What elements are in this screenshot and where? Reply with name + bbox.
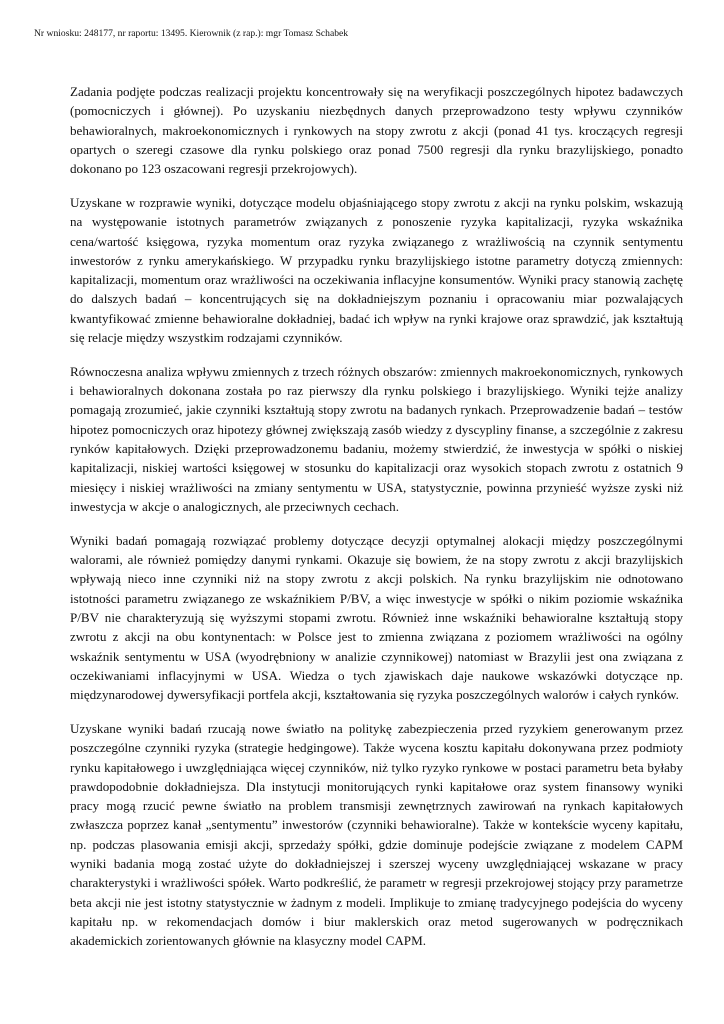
paragraph-1: Zadania podjęte podczas realizacji projektu koncentrowały się na weryfikacji poszczególnych hipotez badawczych (pomocniczych i głównej). Po uzyskaniu niezbędnych danych przeprowadzono testy wpływu czynników behawioralnych, makroekonomicznych i rynkowych na stopy zwrotu z akcji (ponad 41 tys. kroczących regresji opartych o szeregi czasowe dla rynku polskiego oraz ponad 7500 regresji dla rynku brazylijskiego, ponadto dokonano po 123 oszacowani regresji przekrojowych).	[70, 84, 683, 177]
paragraph-5: Uzyskane wyniki badań rzucają nowe światło na politykę zabezpieczenia przed ryzykiem generowanym przez poszczególne czynniki ryzyka (strategie hedgingowe). Także wycena kosztu kapitału dokonywana przez podmioty rynku kapitałowego i uwzględniająca więcej czynników, niż tylko ryzyko rynkowe w postaci parametru beta byłaby prawdopodobnie dokładniejsza. Dla instytucji monitorujących rynki kapitałowe oraz system finansowy wyniki pracy mogą rzucić pewne światło na problem transmisji zewnętrznych zawirowań na rynkach kapitałowych zwłaszcza poprzez kanał „sentymentu” inwestorów (czynniki behawioralne). Także w kontekście wyceny kapitału, np. podczas plasowania emisji akcji, sprzedaży spółki, gdzie dominuje podejście związane z modelem CAPM wyniki badania mogą zostać użyte do dokładniejszej i szerszej wyceny uwzględniającej wskazane w pracy charakterystyki i wrażliwości spółek. Warto podkreślić, że parametr w regresji przekrojowej stojący przy parametrze beta akcji nie jest istotny statystycznie w żadnym z modeli. Implikuje to zmianę tradycyjnego podejścia do wyceny kapitału np. w rekomendacjach domów i biur maklerskich oraz metod sugerowanych w podręcznikach akademickich zorientowanych głównie na klasyczny model CAPM.	[70, 720, 683, 949]
page-header: Nr wniosku: 248177, nr raportu: 13495. Kierownik (z rap.): mgr Tomasz Schabek	[34, 28, 349, 39]
document-body	[70, 82, 683, 965]
paragraph-3: Równoczesna analiza wpływu zmiennych z trzech różnych obszarów: zmiennych makroekonomicznych, rynkowych i behawioralnych dokonana została po raz pierwszy dla rynku polskiego i brazylijskiego. Wyniki tejże analizy pomagają zrozumieć, jakie czynniki kształtują stopy zwrotu na badanych rynkach. Przeprowadzenie badań – testów hipotez pomocniczych oraz hipotezy głównej zwiększają zasób wiedzy z dyscypliny finanse, a szczególnie z zakresu rynków kapitałowych. Dzięki przeprowadzonemu badaniu, możemy stwierdzić, że inwestycja w spółki o niskiej kapitalizacji, niskiej wartości księgowej w stosunku do kapitalizacji oraz wysokich stopach zwrotu z ostatnich 9 miesięcy i niskiej wrażliwości na zmiany sentymentu w USA, statystycznie, powinna przynieść wyższe zyski niż inwestycja w akcje o analogicznych, ale przeciwnych cechach.	[70, 363, 683, 514]
paragraph-2: Uzyskane w rozprawie wyniki, dotyczące modelu objaśniającego stopy zwrotu z akcji na rynku polskim, wskazują na występowanie istotnych parametrów związanych z ponoszenie ryzyka kapitalizacji, ryzyka wskaźnika cena/wartość księgowa, ryzyka momentum oraz ryzyka związanego z wrażliwością na czynnik sentymentu inwestorów z rynku amerykańskiego. W przypadku rynku brazylijskiego istotne parametry dotyczą zmiennych: kapitalizacji, momentum oraz wrażliwości na oczekiwania inflacyjne konsumentów. Wyniki pracy stanowią zachętę do dalszych badań – koncentrujących się na dokładniejszym poznaniu i opracowaniu miar pozwalających kwantyfikować zmienne behawioralne dokładniej, badać ich wpływ na rynki krajowe oraz sprawdzić, jak kształtują się relacje między wszystkim rodzajami czynników.	[70, 194, 683, 346]
paragraph-4: Wyniki badań pomagają rozwiązać problemy dotyczące decyzji optymalnej alokacji między poszczególnymi walorami, ale również pomiędzy danymi rynkami. Okazuje się bowiem, że na stopy zwrotu z akcji brazylijskich wpływają nieco inne czynniki niż na stopy zwrotu z akcji polskich. Na rynku brazylijskim nie odnotowano istotności parametru związanego ze wskaźnikiem P/BV, a więc inwestycje w spółki o nikim poziomie wskaźnika P/BV nie charakteryzują się wyższymi stopami zwrotu. Również inne wskaźniki behawioralne kształtują stopy zwrotu z akcji na obu kontynentach: w Polsce jest to zmienna związana z poziomem wrażliwości na ogólny wskaźnik sentymentu w USA (wyodrębniony w analizie czynnikowej) natomiast w Brazylii jest ona związana z oczekiwaniami inflacyjnymi w USA. Wiedza o tych zjawiskach daje naukowe wskazówki dotyczące np. międzynarodowej dywersyfikacji portfela akcji, kształtowania się ryzyka poszczególnych walorów i całych rynków.	[70, 532, 683, 703]
